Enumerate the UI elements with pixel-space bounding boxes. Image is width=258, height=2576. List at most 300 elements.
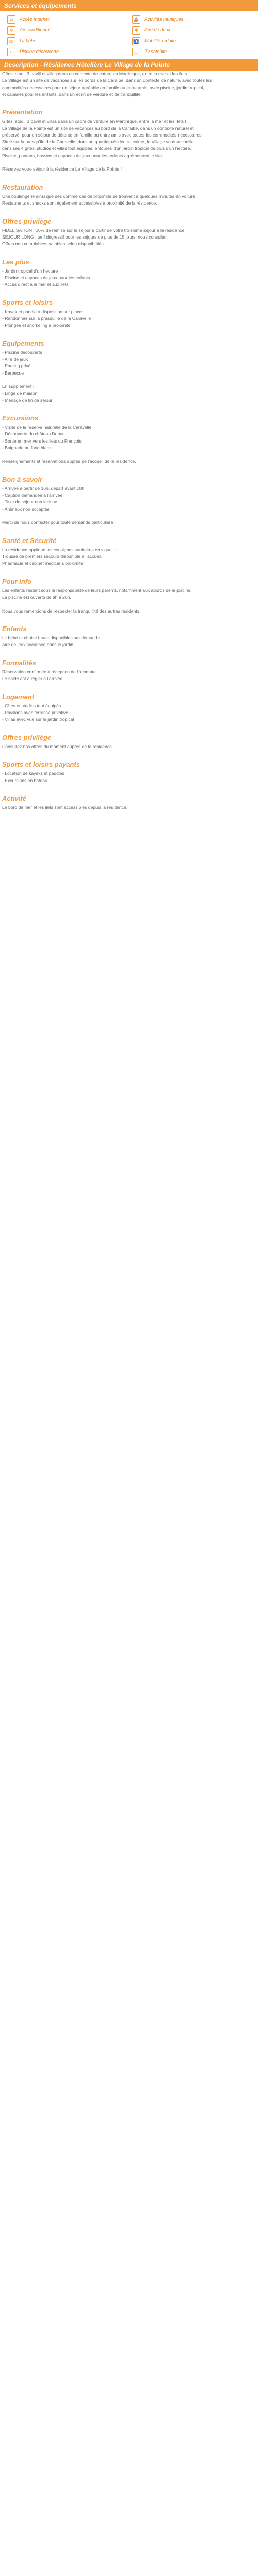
text-line: dans ses 4 gîtes, studios et villas tout équipés, entourés d'un jardin tropical de plus d'un hectare. [2,146,191,151]
section-title: Santé et Sécurité [2,536,57,545]
spacer [2,2055,256,2062]
spacer [2,1720,256,1727]
spacer [2,1658,256,1665]
text-line: Merci de nous contacter pour toute demande particulière. [2,520,115,526]
text-line: Renseignements et réservations auprès de l'accueil de la résidence. [2,459,136,464]
spacer [2,1624,256,1631]
spacer [2,969,256,975]
spacer [2,2035,256,2041]
spacer [2,1836,256,1843]
tv-icon: ▭ [132,48,140,56]
spacer [2,1365,256,1371]
spacer [2,1303,256,1310]
spacer [2,839,256,845]
spacer [2,159,256,166]
spacer [2,2342,256,2349]
spacer [2,1221,256,1228]
spacer [2,1153,256,1160]
spacer [2,2001,256,2007]
text-line: Gîtes, studi, 3 pavill et villas dans un contexte de nature en Martinique, entre la mer et les ilets. [2,71,188,76]
spacer [2,1611,256,1618]
text-line: Réservation confirmée à réception de l'acompte. [2,669,98,674]
spacer [2,723,256,730]
amenity-label: Piscine découverte [20,49,59,55]
spacer [2,2493,256,2499]
spacer [2,2438,256,2445]
text-line: Les enfants restent sous la responsabilité de leurs parents, notamment aux abords de la piscine. [2,587,192,593]
spacer [2,2403,256,2410]
spacer [2,2472,256,2479]
amenity-item [7,15,126,24]
text-line: - Excursions en bateau [2,777,47,783]
text-line: - Randonnée sur la presqu'île de la Caravelle [2,315,91,321]
spacer [2,1522,256,1529]
spacer [2,832,256,838]
spacer [2,1453,256,1460]
spacer [2,1495,256,1501]
text-line: Piscine, pontons, bassins et espaces de jeux pour les enfants agrémentent le site. [2,152,164,158]
spacer [2,1734,256,1740]
spacer [2,2233,256,2240]
spacer [2,2164,256,2171]
text-line: Offres non cumulables, valables selon disponibilités. [2,241,105,247]
spacer [2,1406,256,1413]
spacer [2,615,256,621]
spacer [2,1597,256,1604]
spacer [2,1112,256,1118]
spacer [2,1208,256,1214]
text-line: Consultez nos offres du moment auprès de la résidence. [2,743,114,749]
spacer [2,1714,256,1720]
spacer [2,2212,256,2219]
text-line: Situé sur la presqu'île de la Caravelle, dans un quartier résidentiel calme, le Village vous accueille [2,139,194,145]
spacer [2,1638,256,1645]
spacer [2,1652,256,1658]
text-line: commodités nécessaires pour un séjour agréable en famille ou entre amis, avec piscine, jardin tropical, [2,84,204,90]
spacer [2,2451,256,2458]
spacer [2,207,256,213]
spacer [2,2103,256,2110]
text-line: - Ménage de fin de séjour [2,397,53,403]
spacer [2,1413,256,1419]
text-line: - Piscine et espaces de jeux pour les enfants [2,275,90,280]
spacer [2,1139,256,1146]
spacer [2,2137,256,2144]
spacer [2,567,256,574]
spacer [2,2397,256,2403]
spacer [2,1344,256,1351]
spacer [2,1194,256,1200]
spacer [2,1679,256,1686]
spacer [2,2533,256,2540]
spacer [2,1857,256,1863]
spacer [2,1782,256,1788]
spacer [2,1898,256,1905]
spacer [2,2431,256,2437]
spacer [2,2308,256,2315]
text-line: - Piscine découverte [2,349,42,355]
spacer [2,1973,256,1980]
spacer [2,1754,256,1761]
spacer [2,2116,256,2123]
spacer [2,934,256,941]
spacer [2,2376,256,2383]
text-line: préservé, pour un séjour de détente en famille ou entre amis avec toutes les commodités nécessaires. [2,132,203,138]
text-line: Nous vous remercions de respecter la tranquillité des autres résidents. [2,608,141,614]
spacer [2,1467,256,1474]
spacer [2,2287,256,2294]
spacer [2,1242,256,1248]
spacer [2,2082,256,2089]
text-line: - Sortie en mer vers les ilets du François [2,438,82,444]
wheelchair-icon: ♿ [132,37,140,45]
spacer [2,1905,256,1911]
spacer [2,1064,256,1071]
services-header: Services et équipements [0,0,258,11]
spacer [2,1645,256,1652]
text-line: - Linge de maison [2,391,38,396]
spacer [2,1419,256,1426]
amenity-item [132,26,251,35]
spacer [2,247,256,254]
spacer [2,2089,256,2096]
spacer [2,1016,256,1023]
spacer [2,1296,256,1303]
spacer [2,1556,256,1563]
spacer [2,288,256,295]
text-line: Lit bébé et chaise haute disponibles sur demande. [2,635,101,641]
spacer [2,98,256,105]
spacer [2,1918,256,1925]
spacer [2,1331,256,1337]
spacer [2,2486,256,2493]
amenity-label: Mobilité réduite [144,38,176,44]
spacer [2,2151,256,2158]
spacer [2,1829,256,1836]
spacer [2,1474,256,1481]
spacer [2,2253,256,2260]
spacer [2,852,256,859]
amenity-label: Air conditionné [20,27,51,33]
spacer [2,2185,256,2192]
spacer [2,2465,256,2472]
pool-icon: ≈ [7,48,15,56]
spacer [2,1911,256,1918]
crib-icon: ▤ [7,37,15,45]
spacer [2,900,256,907]
spacer [2,2294,256,2301]
spacer [2,2178,256,2185]
spacer [2,2198,256,2205]
spacer [2,2383,256,2390]
amenity-item [132,48,251,56]
spacer [2,513,256,519]
spacer [2,1337,256,1344]
spacer [2,2014,256,2021]
spacer [2,2363,256,2369]
spacer [2,2246,256,2253]
text-line: Trousse de premiers secours disponible à l'accueil. [2,554,103,560]
spacer [2,1939,256,1945]
spacer [2,377,256,383]
text-line: Le bord de mer et les ilets sont accessibles depuis la résidence. [2,805,128,810]
spacer [2,1132,256,1139]
spacer [2,1604,256,1611]
spacer [2,859,256,866]
spacer [2,1761,256,1768]
spacer [2,1748,256,1754]
spacer [2,2411,256,2417]
text-line: - Villas avec vue sur le jardin tropical [2,717,74,722]
spacer [2,941,256,948]
spacer [2,955,256,961]
spacer [2,1283,256,1290]
section-title: Sports et loisirs payants [2,760,80,769]
spacer [2,2568,256,2574]
spacer [2,1549,256,1556]
text-line: - Taxe de séjour non incluse [2,499,57,505]
text-line: - Baignade au fond blanc [2,445,52,450]
text-line: La piscine est ouverte de 8h à 20h. [2,595,71,600]
spacer [2,1269,256,1276]
spacer [2,2260,256,2267]
spacer [2,1310,256,1317]
spacer [2,2267,256,2274]
spacer [2,1631,256,1638]
wifi-icon: ≋ [7,15,15,24]
spacer [2,1214,256,1221]
text-line: - Plongée et snorkeling à proximité [2,323,71,328]
spacer [2,1700,256,1706]
spacer [2,1741,256,1748]
spacer [2,1084,256,1091]
spacer [2,404,256,411]
spacer [2,1536,256,1543]
spacer [2,1003,256,1009]
spacer [2,784,256,791]
spacer [2,1618,256,1624]
spacer [2,1379,256,1385]
spacer [2,989,256,995]
section-title: Equipements [2,339,44,347]
spacer [2,649,256,655]
spacer [2,1823,256,1829]
spacer [2,818,256,825]
spacer [2,1980,256,1987]
section-title: Enfants [2,625,27,633]
text-line: En supplément : [2,384,35,389]
section-title: Offres privilège [2,217,52,225]
spacer [2,1672,256,1679]
spacer [2,1953,256,1959]
text-line: Le solde est à régler à l'arrivée. [2,676,64,682]
section-title: Restauration [2,183,43,191]
spacer [2,1816,256,1823]
spacer [2,2192,256,2198]
spacer [2,2041,256,2048]
spacer [2,1666,256,1672]
text-line: - Kayak et paddle à disposition sur place [2,309,82,314]
spacer [2,465,256,472]
playground-icon: ✱ [132,26,140,35]
spacer [2,1146,256,1153]
text-line: Le Village est un site de vacances sur les bords de la Caraïbe, dans un contexte de nature, avec toutes les [2,78,212,83]
spacer [2,1993,256,2000]
spacer [2,2144,256,2150]
text-line: - Parking privé [2,363,31,369]
spacer [2,948,256,955]
amenity-label: Aire de Jeux [144,27,171,33]
spacer [2,996,256,1003]
spacer [2,2274,256,2280]
spacer [2,1201,256,1208]
spacer [2,2240,256,2246]
spacer [2,2171,256,2178]
spacer [2,1925,256,1932]
spacer [2,1071,256,1078]
spacer [2,1160,256,1166]
spacer [2,2219,256,2226]
text-line: - Accès direct à la mer et aux ilets [2,282,69,287]
spacer [2,1515,256,1522]
spacer [2,2021,256,2027]
spacer [2,1795,256,1802]
spacer [2,2096,256,2103]
description-body [0,71,258,2576]
spacer [2,1884,256,1891]
spacer [2,1324,256,1330]
text-line: - Pavillons avec terrasse privative [2,710,68,716]
text-line: - Arrivée à partir de 16h, départ avant 10h [2,485,85,491]
spacer [2,1440,256,1447]
spacer [2,2321,256,2328]
spacer [2,873,256,879]
spacer [2,1050,256,1057]
spacer [2,2048,256,2055]
spacer [2,1426,256,1433]
text-line: - Jardin tropical d'un hectare [2,268,58,274]
text-line: Une boulangerie ainsi que des commerces de proximité se trouvent à quelques minutes en voiture. [2,193,197,199]
spacer [2,1570,256,1577]
spacer [2,2506,256,2513]
spacer [2,1030,256,1037]
spacer [2,1577,256,1583]
amenity-label: Accès Internet [20,16,50,22]
snowflake-icon: ❄ [7,26,15,35]
spacer [2,2076,256,2082]
spacer [2,1228,256,1235]
spacer [2,2520,256,2527]
spacer [2,173,256,179]
spacer [2,1583,256,1590]
amenity-item [132,37,251,45]
spacer [2,2226,256,2232]
spacer [2,1788,256,1795]
spacer [2,2390,256,2397]
spacer [2,2547,256,2554]
spacer [2,2158,256,2164]
spacer [2,1126,256,1132]
text-line: - Location de kayaks et paddles [2,771,64,776]
amenities-grid [0,11,258,59]
spacer [2,825,256,832]
spacer [2,1543,256,1549]
spacer [2,1433,256,1440]
section-title: Activité [2,794,26,803]
text-line: SEJOUR LONG : tarif dégressif pour les séjours de plus de 15 jours, nous consulter. [2,234,168,240]
spacer [2,1009,256,1016]
text-line: - Gîtes et studios tout équipés [2,703,61,708]
spacer [2,2301,256,2308]
spacer [2,2062,256,2069]
spacer [2,1276,256,1283]
spacer [2,1891,256,1897]
spacer [2,2424,256,2431]
spacer [2,1118,256,1125]
spacer [2,2561,256,2567]
text-line: - Aire de jeux [2,356,28,362]
text-line: - Caution demandée à l'arrivée [2,493,63,498]
text-line: FIDELISATION : 10% de remise sur le séjour à partir de votre troisième séjour à la résidence. [2,227,186,233]
text-line: - Animaux non acceptés [2,506,50,512]
spacer [2,1290,256,1296]
text-line: - Visite de la réserve naturelle de la Caravelle [2,425,92,430]
spacer [2,1563,256,1570]
spacer [2,2123,256,2130]
text-line: Aire de jeux sécurisée dans le jardin. [2,642,75,648]
spacer [2,2069,256,2075]
text-line: - Découverte du château Dubuc [2,431,65,437]
spacer [2,1256,256,1262]
amenity-item [132,15,251,24]
spacer [2,1959,256,1966]
spacer [2,2554,256,2561]
spacer [2,1501,256,1508]
spacer [2,2540,256,2547]
spacer [2,1385,256,1392]
spacer [2,1727,256,1734]
spacer [2,811,256,818]
section-title: Pour info [2,577,32,585]
spacer [2,2369,256,2376]
spacer [2,451,256,458]
spacer [2,1392,256,1399]
spacer [2,1850,256,1857]
spacer [2,975,256,982]
spacer [2,1877,256,1884]
spacer [2,2445,256,2451]
spacer [2,1166,256,1173]
spacer [2,1235,256,1242]
spacer [2,1932,256,1939]
spacer [2,845,256,852]
spacer [2,2028,256,2035]
spacer [2,601,256,607]
amenity-label: Tv satellite [144,49,167,55]
amenity-item [7,37,126,45]
amenity-label: Lit bébé [20,38,37,44]
spacer [2,1488,256,1495]
section-title: Sports et loisirs [2,298,53,307]
spacer [2,683,256,689]
spacer [2,1509,256,1515]
spacer [2,2527,256,2533]
spacer [2,2206,256,2212]
spacer [2,1043,256,1050]
section-title: Les plus [2,258,29,266]
spacer [2,1590,256,1597]
spacer [2,1706,256,1713]
